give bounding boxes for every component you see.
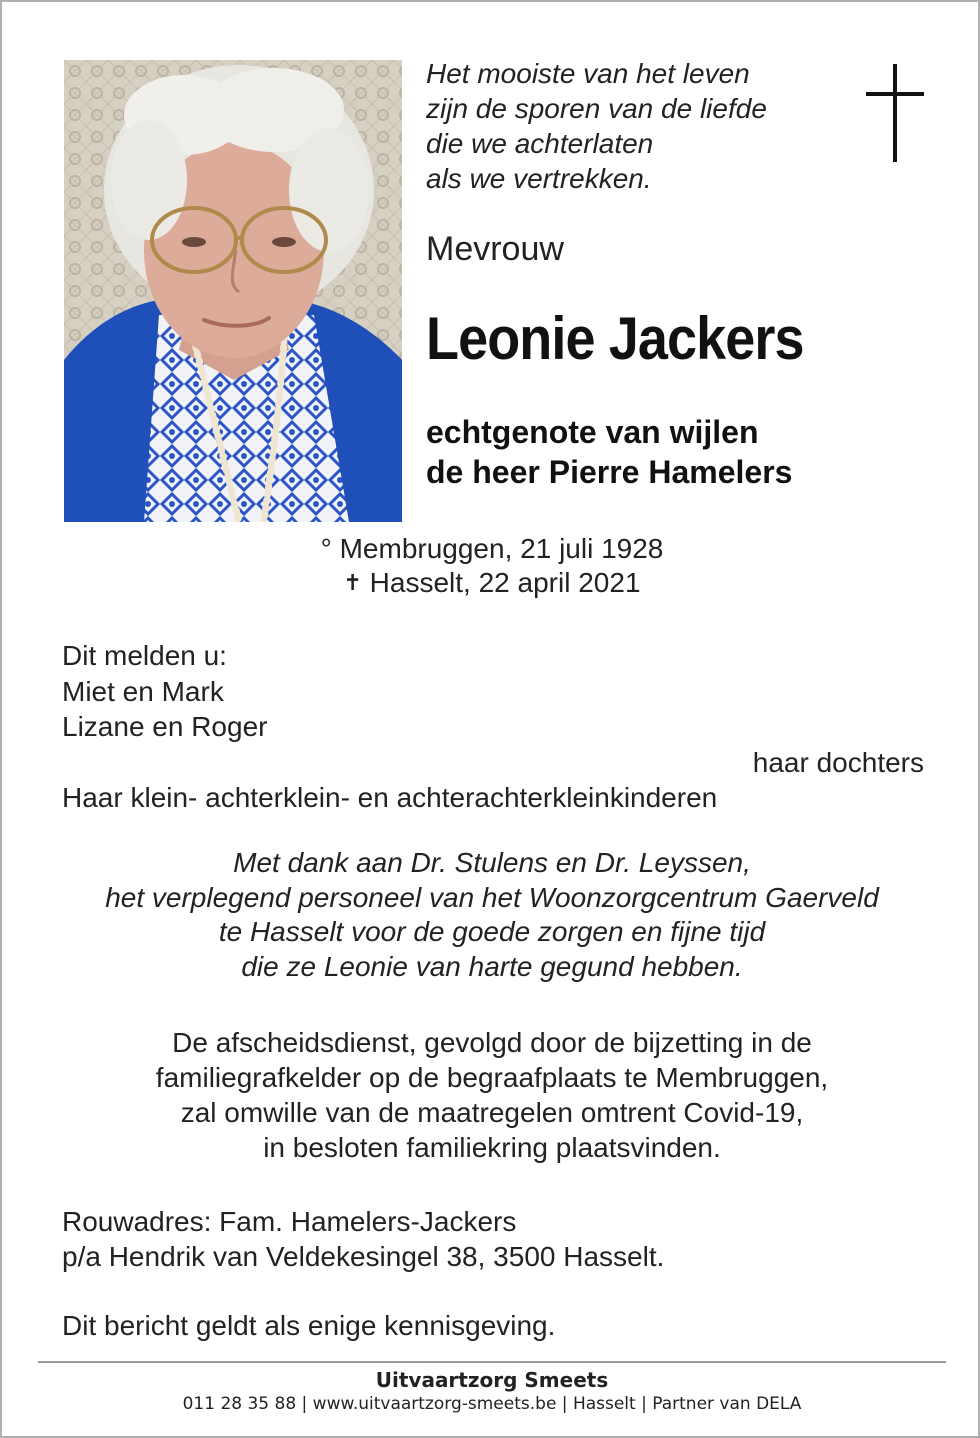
service-info: [2, 1025, 980, 1165]
small-cross-icon: ✝: [343, 570, 362, 595]
funeral-company-contact: 011 28 35 88 | www.uitvaartzorg-smeets.be | Hasselt | Partner van DELA: [182, 1394, 802, 1414]
portrait-photo: [64, 60, 402, 522]
thanks-message: [2, 846, 980, 984]
service-line: zal omwille van de maatregelen omtrent Covid-19,: [180, 1097, 804, 1128]
mourning-address: [62, 1204, 664, 1274]
family-intro: Dit melden u:: [62, 640, 227, 671]
spouse-line: echtgenote van wijlen: [426, 414, 759, 450]
spouse-line: de heer Pierre Hamelers: [426, 454, 793, 490]
family-member: Lizane en Roger: [62, 711, 268, 742]
family-relation: haar dochters: [752, 746, 924, 778]
birth-date: ° Membruggen, 21 juli 1928: [320, 533, 664, 564]
notice-text: Dit bericht geldt als enige kennisgeving.: [62, 1310, 556, 1341]
thanks-line: te Hasselt voor de goede zorgen en fijne tijd: [218, 916, 766, 947]
thanks-line: die ze Leonie van harte gegund hebben.: [241, 950, 743, 982]
family-list: [62, 638, 924, 816]
death-date: Hasselt, 22 april 2021: [361, 567, 641, 598]
thanks-line: Met dank aan Dr. Stulens en Dr. Leyssen,: [233, 847, 751, 878]
family-member: Miet en Mark: [62, 675, 224, 707]
memorial-poem: [426, 56, 767, 196]
poem-line: zijn de sporen van de liefde: [426, 93, 767, 124]
address-line: p/a Hendrik van Veldekesingel 38, 3500 Hasselt.: [62, 1241, 665, 1272]
death-date-row: [2, 566, 980, 602]
honorific-title: Mevrouw: [426, 230, 564, 268]
life-dates: [2, 532, 980, 602]
service-line: familiegrafkelder op de begraafplaats te Membruggen,: [155, 1062, 829, 1093]
address-line: Rouwadres: Fam. Hamelers-Jackers: [62, 1206, 517, 1237]
portrait-illustration: [64, 60, 402, 522]
deceased-name: Leonie Jackers: [426, 305, 804, 372]
poem-line: als we vertrekken.: [426, 163, 652, 194]
spouse-info: [426, 412, 792, 492]
funeral-company-name: Uitvaartzorg Smeets: [375, 1368, 609, 1392]
thanks-line: het verplegend personeel van het Woonzorgcentrum Gaerveld: [105, 881, 879, 913]
cross-icon: [866, 64, 924, 162]
poem-line: die we achterlaten: [426, 128, 654, 159]
service-line: De afscheidsdienst, gevolgd door de bijzetting in de: [172, 1027, 812, 1058]
grandchildren-line: Haar klein- achterklein- en achterachterkleinkinderen: [62, 782, 718, 813]
service-line: in besloten familiekring plaatsvinden.: [263, 1132, 721, 1163]
footer-divider: [38, 1361, 946, 1363]
poem-line: Het mooiste van het leven: [426, 58, 750, 89]
